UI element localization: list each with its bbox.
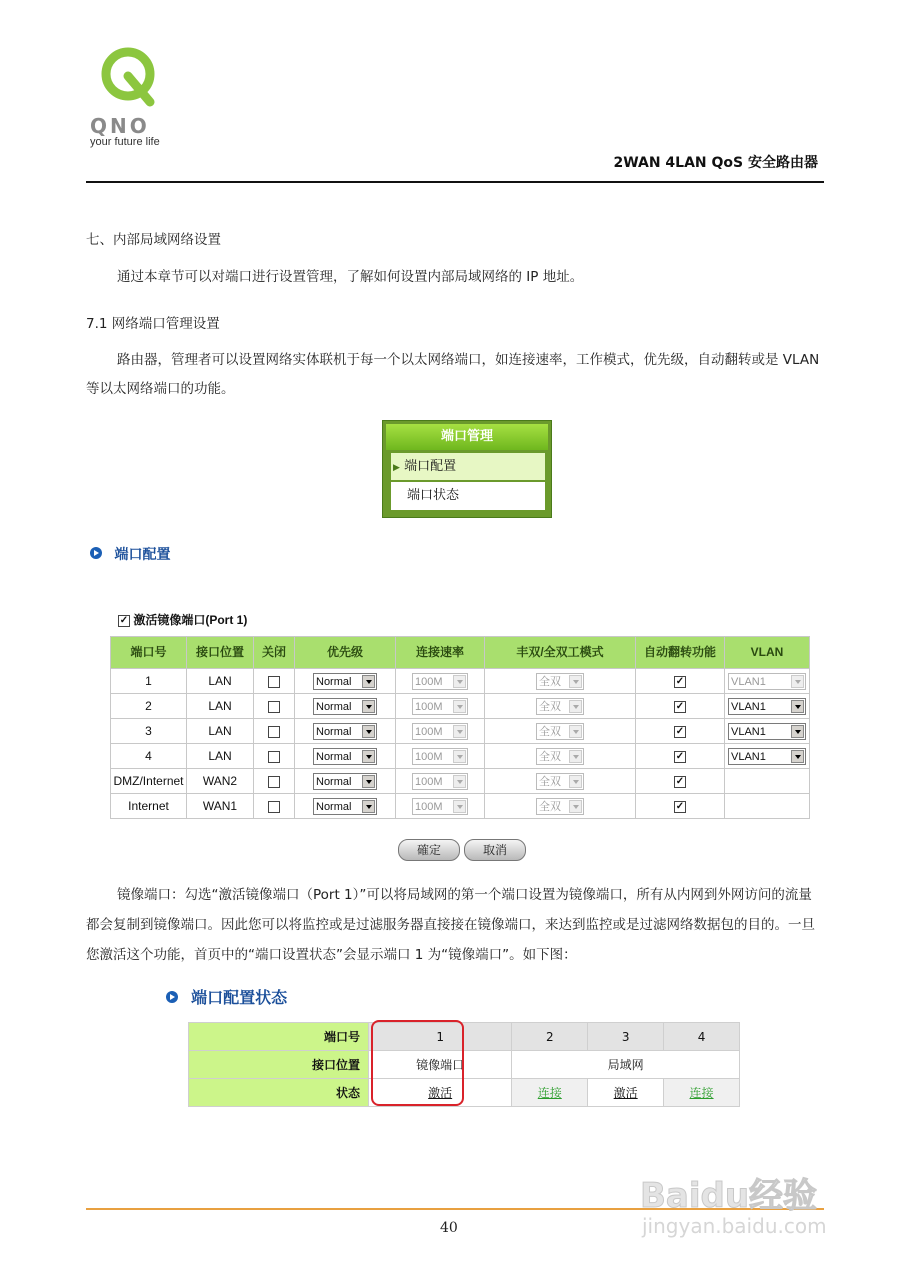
status-section-header — [166, 985, 287, 1008]
priority-select[interactable]: Normal — [313, 798, 377, 815]
speed-cell — [396, 769, 485, 794]
close-cell — [254, 744, 295, 769]
iface-lan: 局域网 — [512, 1051, 740, 1079]
mirror-port-label: 激活镜像端口(Port 1) — [133, 613, 248, 627]
speed-select: 100M — [412, 723, 468, 740]
auto-mdix-checkbox[interactable]: ✓ — [675, 775, 685, 787]
priority-cell — [295, 669, 396, 694]
config-section-header — [90, 544, 170, 564]
col-duplex: 丰双/全双工模式 — [485, 637, 636, 669]
priority-cell — [295, 694, 396, 719]
priority-select[interactable]: Normal — [313, 698, 377, 715]
menu-item-label: 端口配置 — [404, 459, 457, 474]
close-cell — [254, 694, 295, 719]
priority-select[interactable]: Normal — [313, 723, 377, 740]
auto-mdix-checkbox[interactable]: ✓ — [675, 750, 685, 762]
mirror-port-option — [118, 611, 247, 628]
cancel-button[interactable]: 取消 — [464, 839, 526, 861]
speed-cell — [396, 744, 485, 769]
priority-cell — [295, 719, 396, 744]
speed-select: 100M — [412, 698, 468, 715]
duplex-select: 全双 — [536, 748, 584, 765]
speed-cell — [396, 794, 485, 819]
col-close: 关闭 — [254, 637, 295, 669]
port-cell-wrap — [111, 719, 187, 744]
iface-cell-wrap — [187, 719, 254, 744]
port-cell: Internet — [128, 799, 169, 813]
vlan-select[interactable]: VLAN1 — [728, 723, 806, 740]
status-row-port — [189, 1023, 740, 1051]
duplex-cell — [485, 769, 636, 794]
menu-title: 端口管理 — [386, 424, 548, 450]
iface-cell: LAN — [208, 699, 232, 713]
intro-paragraph: 通过本章节可以对端口进行设置管理，了解如何设置内部局域网络的 IP 地址。 — [117, 269, 584, 285]
duplex-select: 全双 — [536, 723, 584, 740]
close-checkbox[interactable] — [268, 726, 280, 738]
priority-cell — [295, 744, 396, 769]
status-section-title: 端口配置状态 — [191, 988, 288, 1007]
iface-cell-wrap — [187, 794, 254, 819]
port-cell-wrap — [111, 744, 187, 769]
duplex-select: 全双 — [536, 773, 584, 790]
duplex-select: 全双 — [536, 698, 584, 715]
auto-mdix-checkbox[interactable]: ✓ — [675, 700, 685, 712]
port-number: 2 — [512, 1023, 588, 1051]
vlan-cell-empty — [725, 769, 810, 794]
state-link-port2[interactable]: 连接 — [537, 1086, 562, 1100]
logo-wordmark: QNO — [90, 114, 150, 138]
close-checkbox[interactable] — [268, 801, 280, 813]
header-divider — [86, 181, 824, 183]
vlan-cell — [725, 669, 810, 694]
duplex-cell — [485, 694, 636, 719]
speed-select: 100M — [412, 673, 468, 690]
iface-cell: WAN1 — [202, 799, 238, 813]
priority-select[interactable]: Normal — [313, 748, 377, 765]
col-auto-mdix: 自动翻转功能 — [636, 637, 725, 669]
iface-cell-wrap — [187, 694, 254, 719]
port-cell-wrap — [111, 669, 187, 694]
router-paragraph: 路由器，管理者可以设置网络实体联机于每一个以太网络端口，如连接速率，工作模式，优先级，自动翻转或是 VLAN 等以太网络端口的功能。 — [86, 352, 820, 397]
page-number: 40 — [440, 1220, 458, 1236]
port-config-table — [110, 636, 810, 819]
close-cell — [254, 769, 295, 794]
col-speed: 连接速率 — [396, 637, 485, 669]
priority-select[interactable]: Normal — [313, 773, 377, 790]
col-port: 端口号 — [111, 637, 187, 669]
close-checkbox[interactable] — [268, 676, 280, 688]
speed-cell — [396, 719, 485, 744]
iface-cell-wrap — [187, 669, 254, 694]
config-section-title: 端口配置 — [114, 547, 171, 563]
auto-mdix-checkbox[interactable]: ✓ — [675, 725, 685, 737]
state-link-port1[interactable]: 激活 — [428, 1086, 453, 1100]
port-status-table — [188, 1022, 740, 1107]
iface-cell: LAN — [208, 674, 232, 688]
duplex-cell — [485, 744, 636, 769]
product-title: 2WAN 4LAN QoS 安全路由器 — [613, 155, 818, 171]
vlan-cell — [725, 744, 810, 769]
vlan-select: VLAN1 — [728, 673, 806, 690]
close-cell — [254, 669, 295, 694]
section-heading: 七、内部局域网络设置 — [86, 232, 221, 248]
table-row — [111, 769, 810, 794]
port-management-menu — [382, 420, 552, 518]
state-link-port3[interactable]: 激活 — [613, 1086, 638, 1100]
port-cell-wrap — [111, 694, 187, 719]
vlan-cell — [725, 719, 810, 744]
row-label-interface: 接口位置 — [189, 1051, 369, 1079]
duplex-cell — [485, 669, 636, 694]
port-cell-wrap — [111, 794, 187, 819]
port-cell: 2 — [145, 699, 152, 713]
auto-cell — [636, 769, 725, 794]
col-interface: 接口位置 — [187, 637, 254, 669]
col-vlan: VLAN — [725, 637, 810, 669]
vlan-cell-empty — [725, 794, 810, 819]
port-cell-wrap — [111, 769, 187, 794]
port-cell: 4 — [145, 749, 152, 763]
mirror-port-checkbox[interactable]: ✓ — [119, 614, 129, 626]
priority-select[interactable]: Normal — [313, 673, 377, 690]
port-number: 4 — [664, 1023, 740, 1051]
port-cell: 1 — [145, 674, 152, 688]
port-cell: 3 — [145, 724, 152, 738]
state-link-port4[interactable]: 连接 — [689, 1086, 714, 1100]
col-priority: 优先级 — [295, 637, 396, 669]
iface-cell-wrap — [187, 769, 254, 794]
iface-cell: LAN — [208, 724, 232, 738]
duplex-select: 全双 — [536, 798, 584, 815]
auto-cell — [636, 719, 725, 744]
vlan-cell — [725, 694, 810, 719]
ok-button[interactable]: 確定 — [398, 839, 460, 861]
duplex-select: 全双 — [536, 673, 584, 690]
table-row — [111, 669, 810, 694]
close-checkbox[interactable] — [268, 751, 280, 763]
status-row-state — [189, 1079, 740, 1107]
menu-item-label: 端口状态 — [407, 488, 460, 503]
speed-select: 100M — [412, 748, 468, 765]
table-row — [111, 719, 810, 744]
iface-cell-wrap — [187, 744, 254, 769]
auto-mdix-checkbox[interactable]: ✓ — [675, 675, 685, 687]
highlight-box — [371, 1020, 464, 1106]
speed-cell — [396, 694, 485, 719]
close-cell — [254, 719, 295, 744]
table-row — [111, 694, 810, 719]
port-cell: DMZ/Internet — [113, 774, 184, 788]
section-arrow-icon — [90, 547, 102, 559]
table-row — [111, 744, 810, 769]
duplex-cell — [485, 719, 636, 744]
iface-cell: WAN2 — [202, 774, 238, 788]
port-number: 3 — [588, 1023, 664, 1051]
priority-cell — [295, 794, 396, 819]
duplex-cell — [485, 794, 636, 819]
auto-cell — [636, 794, 725, 819]
close-checkbox[interactable] — [268, 776, 280, 788]
vlan-select[interactable]: VLAN1 — [728, 698, 806, 715]
iface-cell: LAN — [208, 749, 232, 763]
logo-tagline: your future life — [90, 136, 160, 148]
menu-item-port-status[interactable] — [391, 482, 545, 510]
iface-mirror: 镜像端口 — [369, 1051, 512, 1079]
mirror-paragraph: 镜像端口：勾选“激活镜像端口（Port 1）”可以将局域网的第一个端口设置为镜像端口，所有从内网到外网访问的流量都会复制到镜像端口。因此您可以将监控或是过滤服务器直接接在镜像端口，来达到监控或是过滤网络数据包的目的。一旦您激活这个功能，首页中的“端口设置状态”会显示端口 1 为“镜像端口”。如下图： — [86, 887, 815, 963]
auto-cell — [636, 694, 725, 719]
speed-select: 100M — [412, 773, 468, 790]
auto-cell — [636, 669, 725, 694]
status-row-interface — [189, 1051, 740, 1079]
menu-item-port-config[interactable]: ▶ 端口配置 — [391, 453, 545, 480]
subsection-heading: 7.1 网络端口管理设置 — [86, 316, 220, 332]
priority-cell — [295, 769, 396, 794]
speed-select: 100M — [412, 798, 468, 815]
table-row — [111, 794, 810, 819]
qno-logo-icon — [98, 46, 158, 108]
auto-cell — [636, 744, 725, 769]
row-label-state: 状态 — [189, 1079, 369, 1107]
table-header-row — [111, 637, 810, 669]
speed-cell — [396, 669, 485, 694]
watermark-brand: Baidu经验 — [640, 1176, 818, 1216]
port-number: 1 — [369, 1023, 512, 1051]
baidu-watermark — [640, 1150, 850, 1250]
close-cell — [254, 794, 295, 819]
row-label-port: 端口号 — [189, 1023, 369, 1051]
vlan-select[interactable]: VLAN1 — [728, 748, 806, 765]
watermark-url: jingyan.baidu.com — [642, 1214, 827, 1238]
section-arrow-icon — [166, 991, 178, 1003]
auto-mdix-checkbox[interactable]: ✓ — [675, 800, 685, 812]
close-checkbox[interactable] — [268, 701, 280, 713]
